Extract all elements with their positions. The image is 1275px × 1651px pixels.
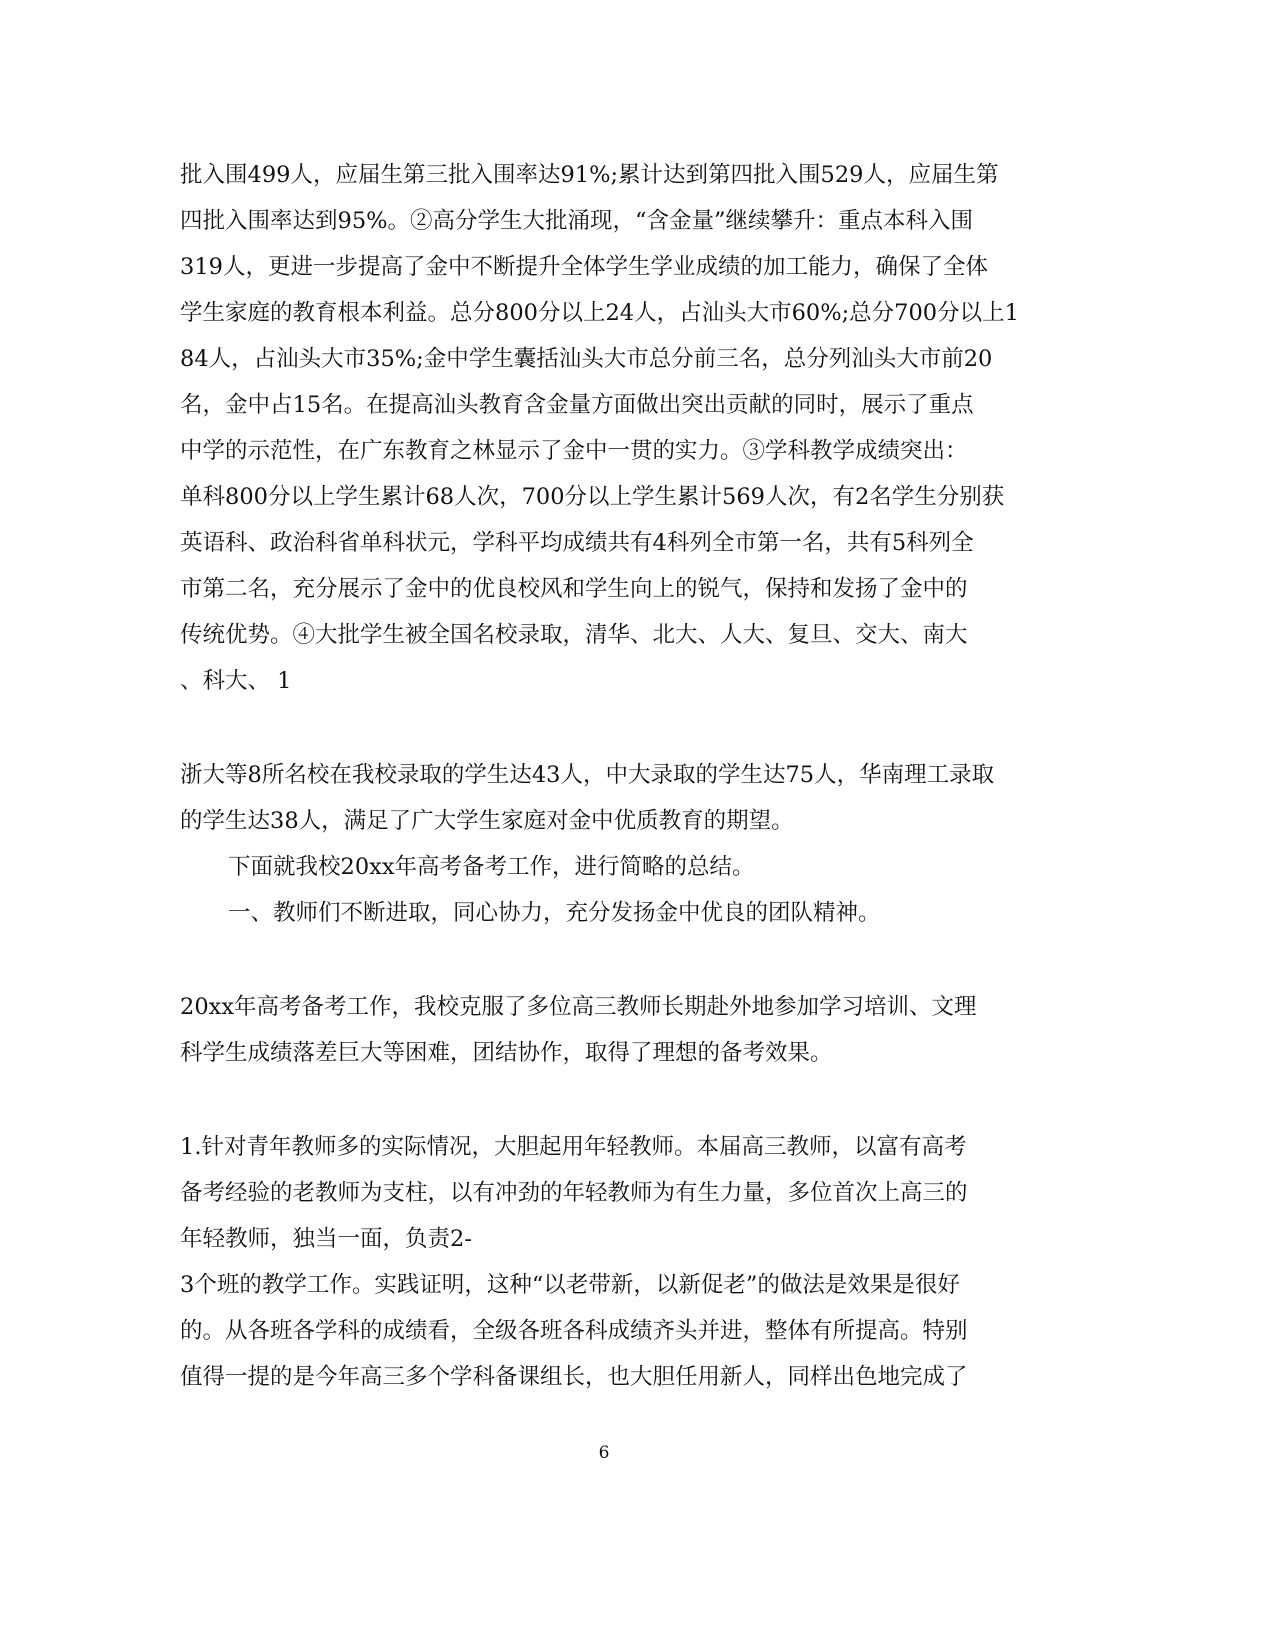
text-line: 学生家庭的教育根本利益。总分800分以上24人，占汕头大市60%;总分700分以上1 <box>180 300 1019 326</box>
text-line: 319人，更进一步提高了金中不断提升全体学生学业成绩的加工能力，确保了全体 <box>180 254 988 280</box>
text-line: 、科大、 1 <box>180 668 292 694</box>
text-line: 20xx年高考备考工作，我校克服了多位高三教师长期赴外地参加学习培训、文理 <box>180 994 977 1020</box>
text-line: 英语科、政治科省单科状元，学科平均成绩共有4科列全市第一名，共有5科列全 <box>180 530 974 556</box>
text-line: 四批入围率达到95%。②高分学生大批涌现，“含金量”继续攀升：重点本科入围 <box>180 208 974 234</box>
text-line: 84人，占汕头大市35%;金中学生囊括汕头大市总分前三名，总分列汕头大市前20 <box>180 346 993 372</box>
text-line: 的。从各班各学科的成绩看，全级各班各科成绩齐头并进，整体有所提高。特别 <box>180 1318 968 1344</box>
text-line: 传统优势。④大批学生被全国名校录取，清华、北大、人大、复旦、交大、南大 <box>180 622 968 648</box>
text-line: 市第二名，充分展示了金中的优良校风和学生向上的锐气，保持和发扬了金中的 <box>180 576 968 602</box>
text-line: 下面就我校20xx年高考备考工作，进行简略的总结。 <box>228 854 755 880</box>
text-line: 中学的示范性，在广东教育之林显示了金中一贯的实力。③学科教学成绩突出： <box>180 438 968 464</box>
text-line: 3个班的教学工作。实践证明，这种“以老带新，以新促老”的做法是效果是很好 <box>180 1272 960 1298</box>
text-line: 的学生达38人，满足了广大学生家庭对金中优质教育的期望。 <box>180 808 794 834</box>
text-line: 浙大等8所名校在我校录取的学生达43人，中大录取的学生达75人，华南理工录取 <box>180 762 995 788</box>
page-number: 6 <box>598 1443 610 1463</box>
text-line: 单科800分以上学生累计68人次，700分以上学生累计569人次，有2名学生分别获 <box>180 484 1005 510</box>
text-line: 科学生成绩落差巨大等困难，团结协作，取得了理想的备考效果。 <box>180 1040 833 1066</box>
text-line: 名，金中占15名。在提高汕头教育含金量方面做出突出贡献的同时，展示了重点 <box>180 392 974 418</box>
text-line: 备考经验的老教师为支柱，以有冲劲的年轻教师为有生力量，多位首次上高三的 <box>180 1180 968 1206</box>
text-line: 1.针对青年教师多的实际情况，大胆起用年轻教师。本届高三教师，以富有高考 <box>180 1134 967 1160</box>
section-heading: 一、教师们不断进取，同心协力，充分发扬金中优良的团队精神。 <box>228 900 881 926</box>
text-line: 值得一提的是今年高三多个学科备课组长，也大胆任用新人，同样出色地完成了 <box>180 1364 968 1390</box>
text-line: 年轻教师，独当一面，负责2- <box>180 1226 472 1252</box>
text-line: 批入围499人，应届生第三批入围率达91%;累计达到第四批入围529人，应届生第 <box>180 162 999 188</box>
